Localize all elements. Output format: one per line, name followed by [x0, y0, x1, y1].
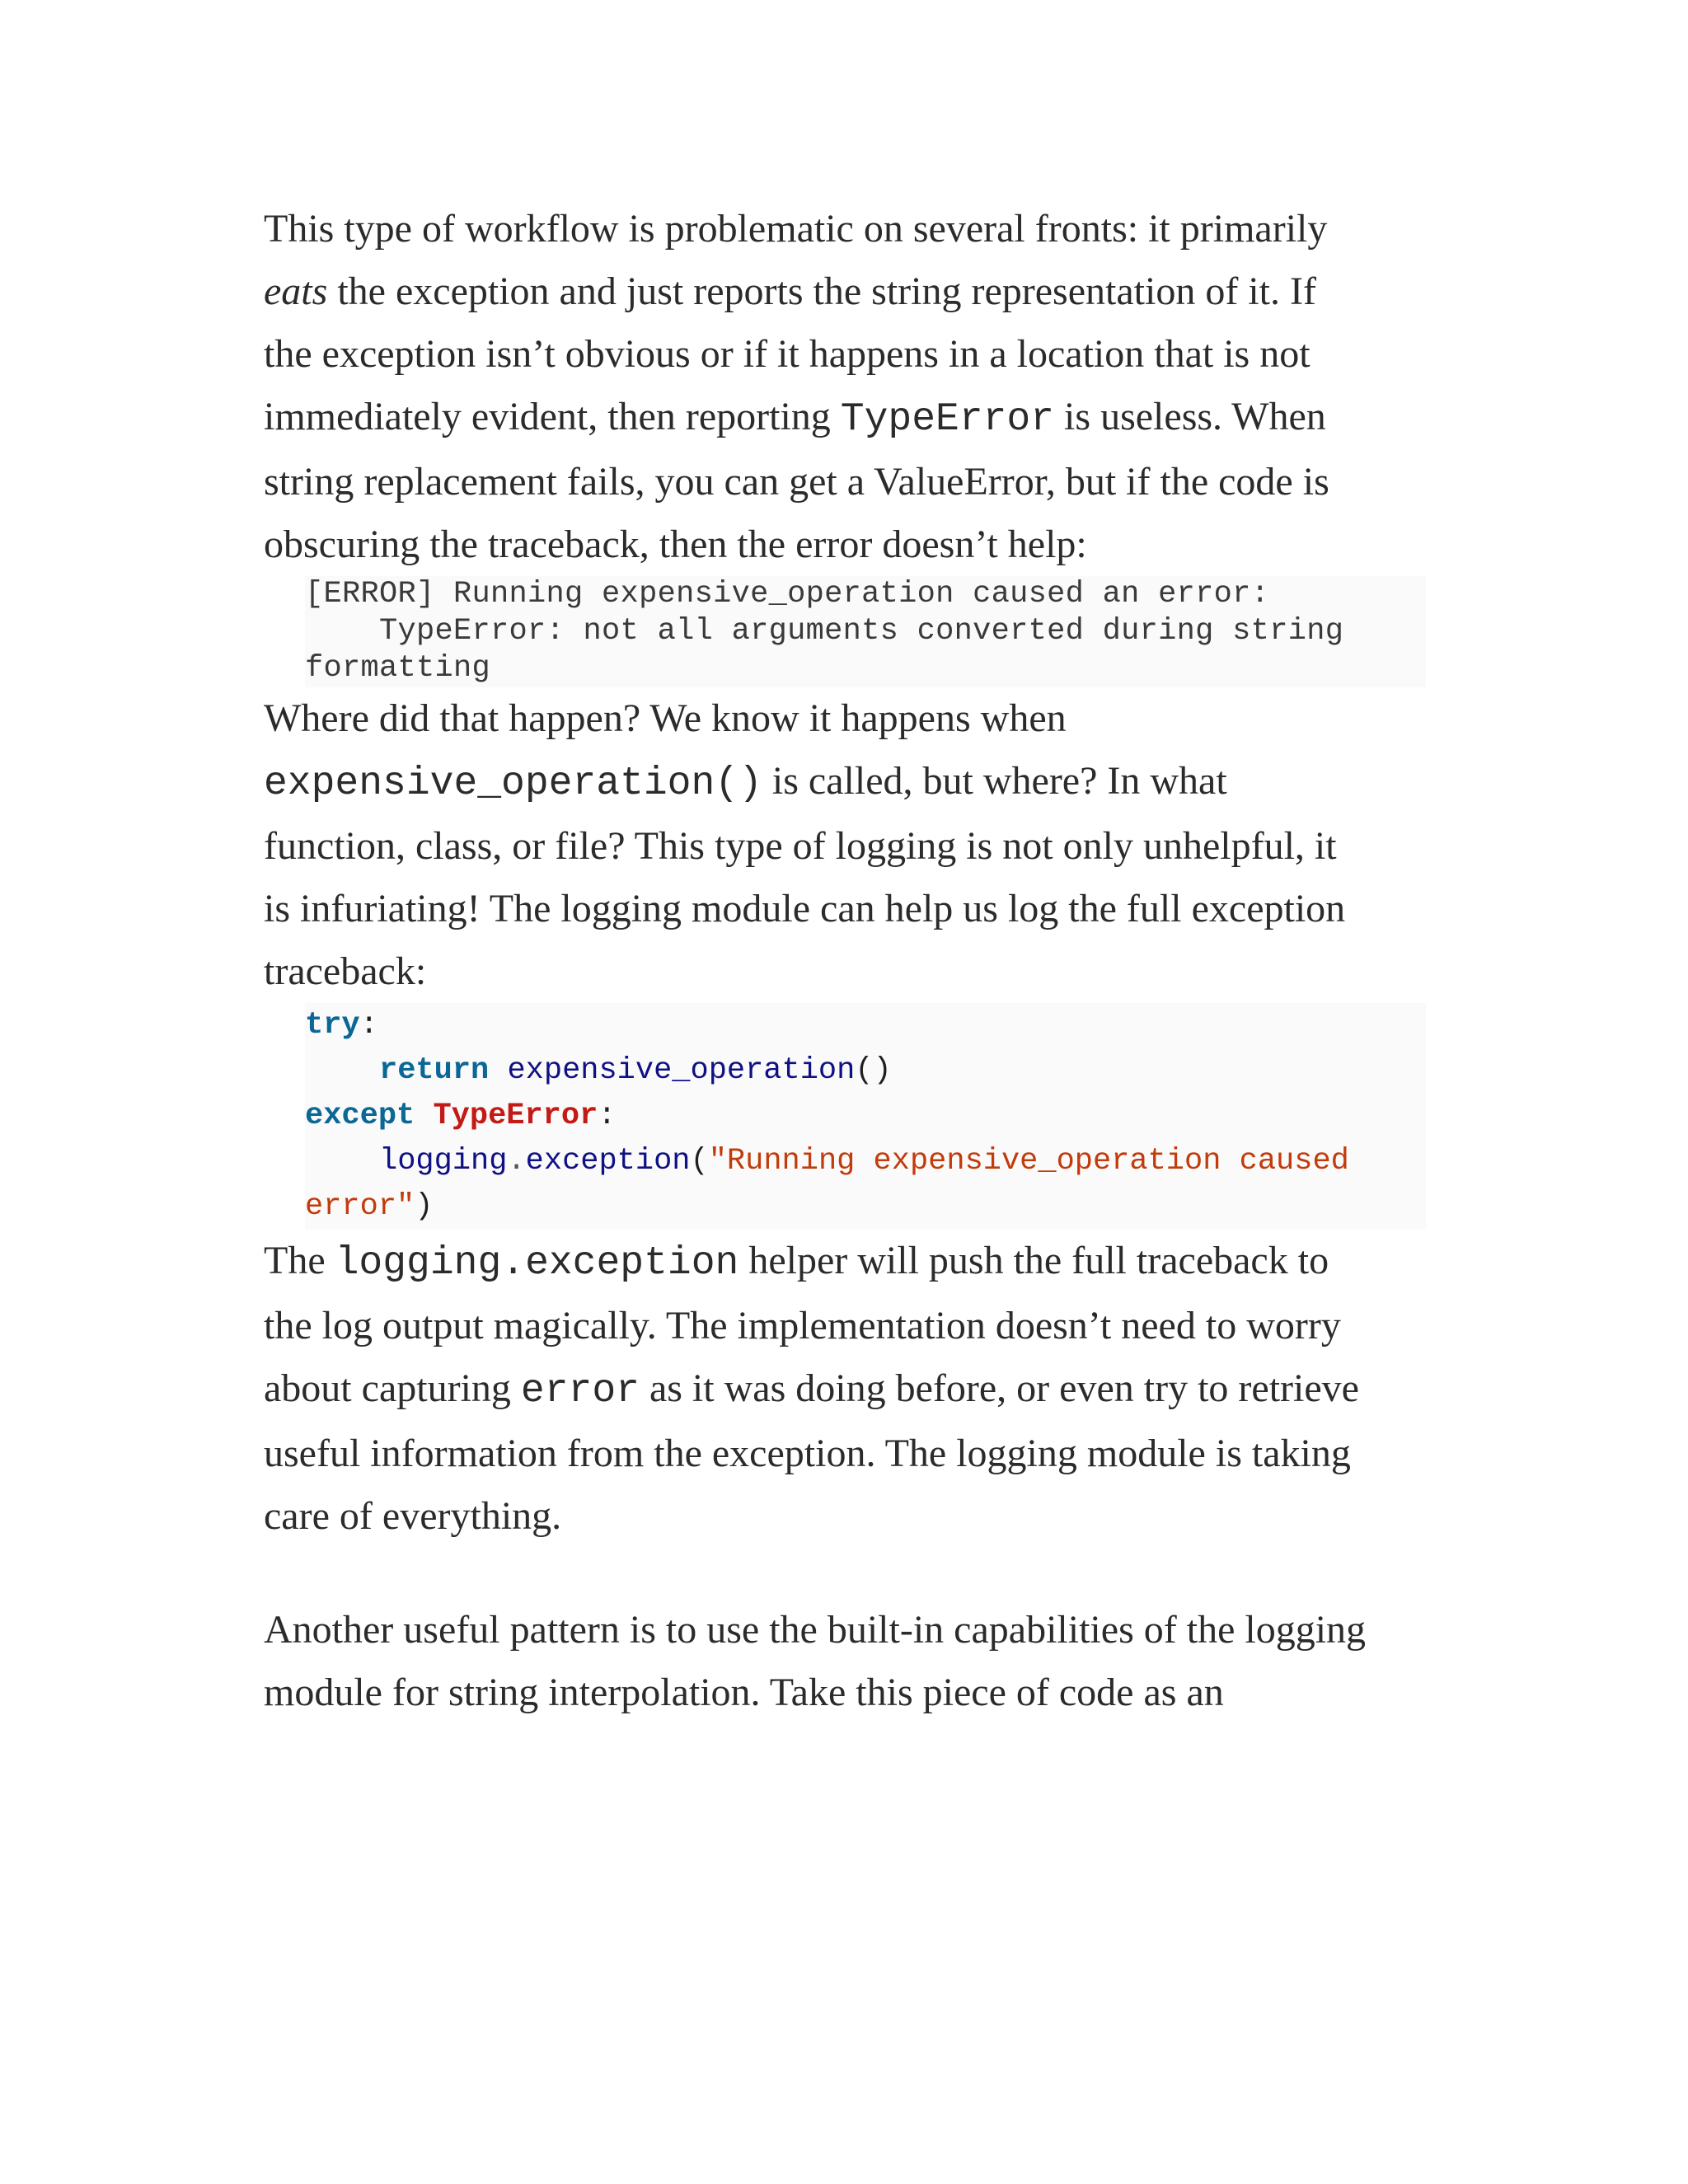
python-try-except-code-block [305, 1003, 1426, 1230]
code-string-part1: "Running expensive_operation caused [708, 1144, 1349, 1179]
p1-line1: This type of workflow is problematic on several fronts: it primarily [264, 207, 1328, 251]
p1-emphasis-eats: eats [264, 269, 328, 313]
code-colon: : [359, 1008, 378, 1043]
code-dot: . [507, 1144, 526, 1179]
code-keyword-except: except [305, 1099, 415, 1133]
p1-line5: string replacement fails, you can get a ValueError, but if the code is [264, 460, 1329, 504]
code1-line1: [ERROR] Running expensive_operation caused an error: [305, 577, 1270, 612]
inline-code-logging-exception: logging.exception [335, 1241, 739, 1286]
error-output-code-block [305, 576, 1426, 687]
code-call-expensive-operation: expensive_operation [507, 1053, 856, 1088]
p2-line3: function, class, or file? This type of logging is not only unhelpful, it [264, 824, 1337, 868]
p1-line6: obscuring the traceback, then the error doesn’t help: [264, 523, 1087, 566]
paragraph-string-interpolation [264, 1599, 1426, 1724]
code-exception-typeerror: TypeError [433, 1099, 598, 1133]
p3-line5: care of everything. [264, 1494, 562, 1538]
p2-line5: traceback: [264, 949, 427, 993]
p3-line4: useful information from the exception. The logging module is taking [264, 1432, 1351, 1475]
p1-line4-before: immediately evident, then reporting [264, 395, 841, 438]
code-string-part2: error" [305, 1189, 415, 1224]
code-keyword-return: return [379, 1053, 490, 1088]
paragraph-where-did-that-happen [264, 687, 1426, 1003]
paragraph-workflow-problem [264, 198, 1426, 576]
inline-code-expensive-operation: expensive_operation() [264, 762, 762, 806]
code-logging-exception-method: exception [525, 1144, 691, 1179]
p3-line3-after: as it was doing before, or even try to retrieve [639, 1366, 1359, 1410]
code1-line3: formatting [305, 651, 491, 686]
p3-line2: the log output magically. The implementation doesn’t need to worry [264, 1304, 1341, 1347]
paragraph-logging-exception-helper [264, 1230, 1426, 1548]
inline-code-typeerror: TypeError [840, 397, 1055, 442]
p2-line1: Where did that happen? We know it happens when [264, 696, 1067, 740]
p3-line3-before: about capturing [264, 1366, 521, 1410]
code-call-parens: () [855, 1053, 892, 1088]
p2-line4: is infuriating! The logging module can help us log the full exception [264, 887, 1346, 930]
p3-line1-before: The [264, 1239, 335, 1282]
document-page [264, 198, 1426, 1724]
code1-line2: TypeError: not all arguments converted during string [305, 614, 1344, 649]
p1-line4-after: is useless. When [1054, 395, 1326, 438]
inline-code-error: error [520, 1369, 640, 1413]
code-logging-object: logging [379, 1144, 508, 1179]
p1-line3: the exception isn’t obvious or if it happens in a location that is not [264, 332, 1311, 376]
p1-line2: the exception and just reports the string representation of it. If [327, 269, 1316, 313]
p3-line1-after: helper will push the full traceback to [738, 1239, 1329, 1282]
code-keyword-try: try [305, 1008, 360, 1043]
code-open-paren: ( [690, 1144, 709, 1179]
code-close-paren: ) [415, 1189, 434, 1224]
p2-line2-after: is called, but where? In what [762, 759, 1227, 803]
p4-line1: Another useful pattern is to use the built-in capabilities of the logging [264, 1608, 1367, 1652]
code-colon: : [598, 1099, 617, 1133]
p4-line2: module for string interpolation. Take this piece of code as an [264, 1671, 1224, 1714]
